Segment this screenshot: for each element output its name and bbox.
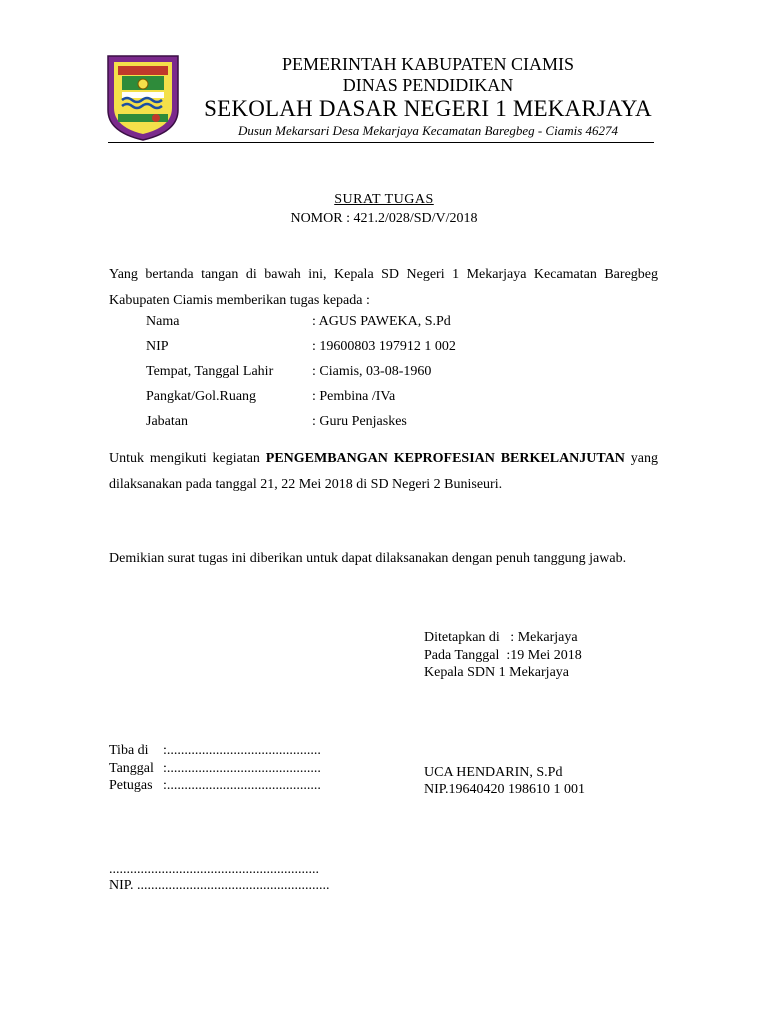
arrival-date-row (109, 761, 321, 777)
header-divider (108, 142, 654, 143)
arrival-place-row (109, 743, 321, 759)
identity-value: : Pembina /IVa (312, 389, 396, 404)
identity-value: : 19600803 197912 1 002 (312, 339, 456, 354)
signature-ditetapkan: Ditetapkan di : Mekarjaya (424, 630, 578, 645)
arrival-officer-label: Petugas (109, 778, 153, 793)
arrival-date-fill: :............................................ (163, 761, 321, 776)
closing-paragraph: Demikian surat tugas ini diberikan untuk dapat dilaksanakan dengan penuh tanggung jawab. (109, 551, 627, 566)
purpose-paragraph (109, 446, 658, 498)
department-heading: DINAS PENDIDIKAN (342, 75, 514, 95)
identity-label: Jabatan (146, 414, 188, 429)
arrival-place-fill: :............................................ (163, 743, 321, 758)
identity-label: NIP (146, 339, 169, 354)
government-heading: PEMERINTAH KABUPATEN CIAMIS (282, 54, 574, 74)
purpose-text-post: yang dilaksanakan pada tanggal 21, 22 Mei 2018 di SD Negeri 2 Buniseuri. (109, 451, 658, 492)
officer-nip-line: NIP. ....................................................... (109, 878, 330, 893)
school-address: Dusun Mekarsari Desa Mekarjaya Kecamatan Baregbeg - Ciamis 46274 (237, 123, 619, 138)
arrival-officer-row (109, 778, 321, 794)
purpose-activity: PENGEMBANGAN KEPROFESIAN BERKELANJUTAN (265, 451, 625, 466)
arrival-date-label: Tanggal (109, 761, 154, 776)
signature-tanggal: Pada Tanggal :19 Mei 2018 (424, 648, 582, 663)
signatory-name: UCA HENDARIN, S.Pd (424, 765, 563, 780)
identity-label: Pangkat/Gol.Ruang (146, 389, 257, 404)
signatory-nip: NIP.19640420 198610 1 001 (424, 782, 586, 797)
officer-name-line: ............................................................ (109, 862, 319, 877)
arrival-place-label: Tiba di (109, 743, 149, 758)
identity-value: : AGUS PAWEKA, S.Pd (312, 314, 451, 329)
school-name-heading: SEKOLAH DASAR NEGERI 1 MEKARJAYA (204, 96, 652, 121)
purpose-text-pre: Untuk mengikuti kegiatan (109, 451, 266, 466)
identity-label: Nama (146, 314, 180, 329)
identity-value: : Ciamis, 03-08-1960 (312, 364, 432, 379)
emblem-icon (104, 52, 182, 142)
arrival-officer-fill: :............................................ (163, 778, 321, 793)
signature-position: Kepala SDN 1 Mekarjaya (424, 665, 570, 680)
identity-label: Tempat, Tanggal Lahir (146, 364, 274, 379)
identity-value: : Guru Penjaskes (312, 414, 407, 429)
document-title: SURAT TUGAS (334, 192, 434, 207)
kabupaten-ciamis-logo (104, 52, 182, 142)
intro-paragraph: Yang bertanda tangan di bawah ini, Kepala SD Negeri 1 Mekarjaya Kecamatan Baregbeg Kabupaten Ciamis memberikan tugas kepada : (109, 267, 658, 308)
document-number: NOMOR : 421.2/028/SD/V/2018 (290, 211, 478, 226)
